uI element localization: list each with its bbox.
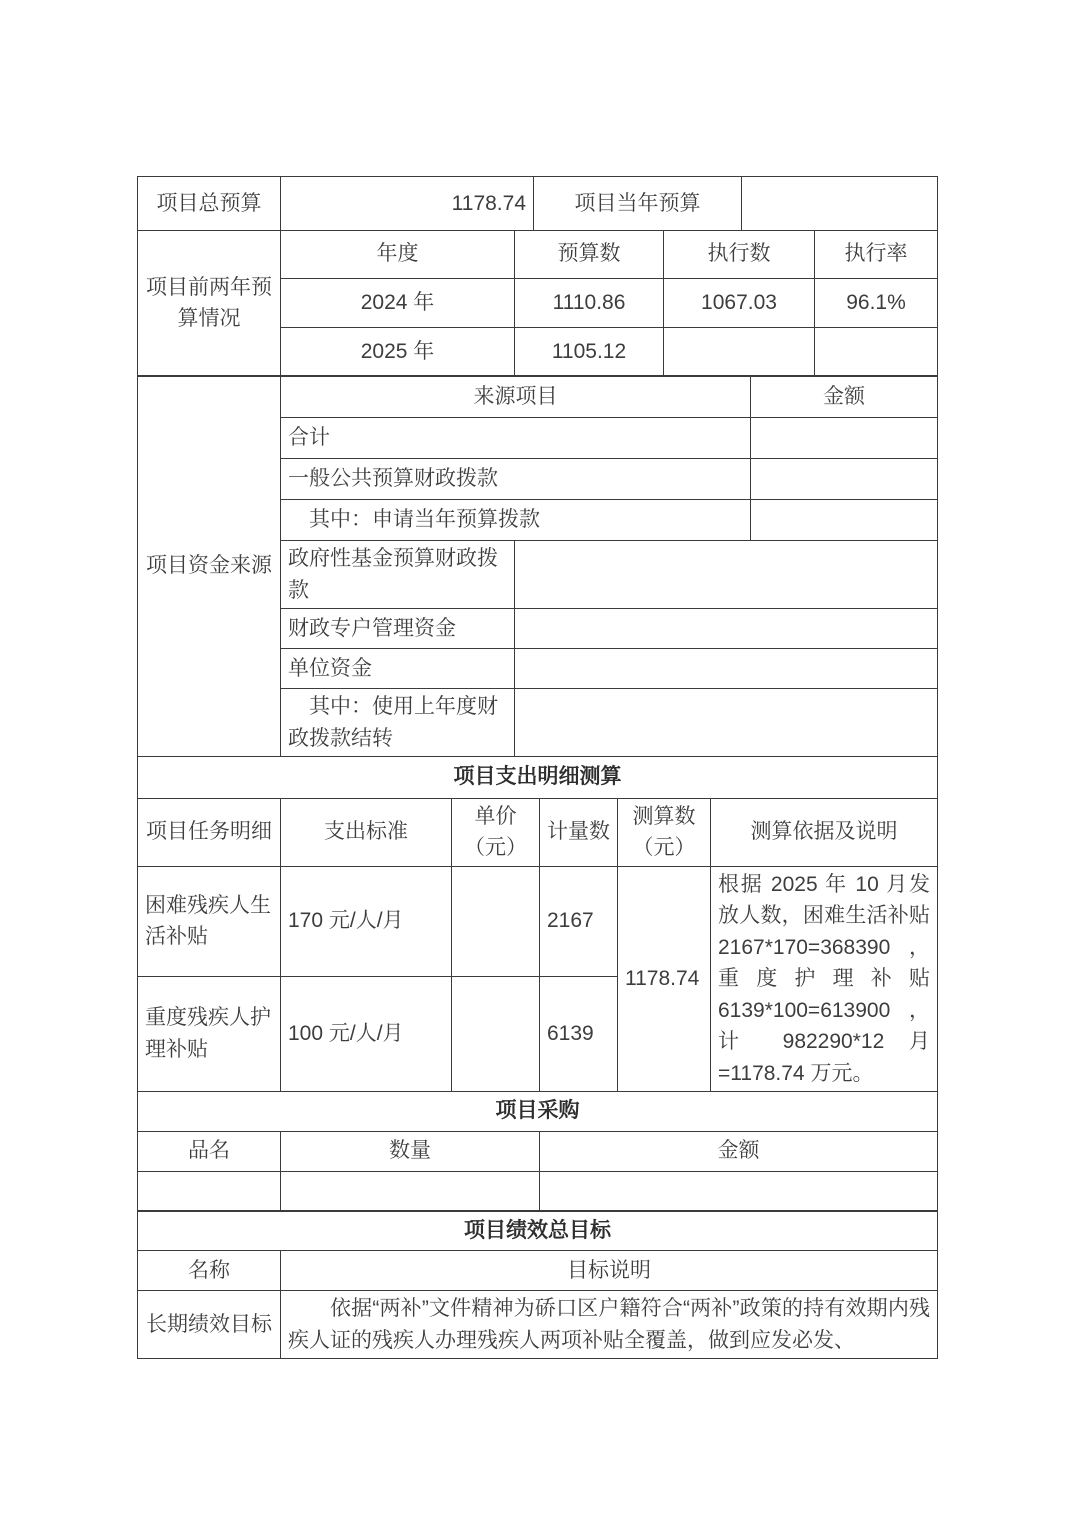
expenditure-table — [137, 756, 938, 1093]
standard-cell: 100 元/人/月 — [281, 976, 452, 1091]
funding-source-name: 政府性基金预算财政拨款 — [281, 541, 515, 609]
funding-table — [137, 375, 938, 757]
prior-years-table — [137, 230, 938, 377]
funding-source-name: 其中：使用上年度财政拨款结转 — [281, 689, 515, 757]
funding-amount-value — [515, 689, 938, 757]
col-header-task: 项目任务明细 — [138, 798, 281, 866]
col-header-year: 年度 — [281, 230, 515, 278]
standard-cell: 170 元/人/月 — [281, 866, 452, 976]
funding-amount-header: 金额 — [751, 376, 938, 418]
col-header-goal-desc: 目标说明 — [281, 1251, 938, 1291]
executed-cell — [664, 327, 815, 376]
funding-source-header: 来源项目 — [281, 376, 751, 418]
funding-amount-value — [751, 459, 938, 500]
funding-amount-value — [751, 418, 938, 459]
col-header-unit-price: 单价（元） — [452, 798, 540, 866]
col-header-calculated: 测算数（元） — [618, 798, 711, 866]
goal-desc-cell: 依据“两补”文件精神为硚口区户籍符合“两补”政策的持有效期内残疾人证的残疾人办理残疾人两项补贴全覆盖，做到应发必发、 — [281, 1291, 938, 1359]
total-budget-value: 1178.74 — [281, 177, 534, 231]
funding-section-label: 项目资金来源 — [138, 376, 281, 757]
table-row — [138, 1291, 938, 1359]
col-header-goal-name: 名称 — [138, 1251, 281, 1291]
current-year-budget-value — [742, 177, 938, 231]
total-budget-label: 项目总预算 — [138, 177, 281, 231]
task-cell: 重度残疾人护理补贴 — [138, 976, 281, 1091]
funding-amount-value — [515, 541, 938, 609]
goal-name-cell: 长期绩效目标 — [138, 1291, 281, 1359]
funding-source-name: 其中：申请当年预算拨款 — [281, 500, 751, 541]
rate-cell — [815, 327, 938, 376]
item-amount-cell — [540, 1171, 938, 1211]
task-cell: 困难残疾人生活补贴 — [138, 866, 281, 976]
procurement-section-title: 项目采购 — [138, 1091, 938, 1131]
item-quantity-cell — [281, 1171, 540, 1211]
current-year-budget-label: 项目当年预算 — [534, 177, 742, 231]
budget-cell: 1110.86 — [515, 278, 664, 327]
unit-price-cell — [452, 866, 540, 976]
year-cell: 2025 年 — [281, 327, 515, 376]
procurement-table — [137, 1091, 938, 1212]
funding-amount-value — [515, 609, 938, 649]
col-header-item-quantity: 数量 — [281, 1131, 540, 1171]
performance-section-title: 项目绩效总目标 — [138, 1211, 938, 1251]
budget-cell: 1105.12 — [515, 327, 664, 376]
col-header-rate: 执行率 — [815, 230, 938, 278]
col-header-budget: 预算数 — [515, 230, 664, 278]
col-header-item-amount: 金额 — [540, 1131, 938, 1171]
year-cell: 2024 年 — [281, 278, 515, 327]
funding-amount-value — [515, 649, 938, 689]
quantity-cell: 6139 — [540, 976, 618, 1091]
performance-table — [137, 1210, 938, 1359]
executed-cell: 1067.03 — [664, 278, 815, 327]
funding-source-name: 财政专户管理资金 — [281, 609, 515, 649]
unit-price-cell — [452, 976, 540, 1091]
rate-cell: 96.1% — [815, 278, 938, 327]
funding-source-name: 一般公共预算财政拨款 — [281, 459, 751, 500]
quantity-cell: 2167 — [540, 866, 618, 976]
col-header-basis: 测算依据及说明 — [711, 798, 938, 866]
item-name-cell — [138, 1171, 281, 1211]
funding-source-name: 合计 — [281, 418, 751, 459]
basis-cell: 根据 2025 年 10 月发放人数，困难生活补贴 2167*170=368390，重度护理补贴 6139*100=613900，计 982290*12 月=1178.74 万元。 — [711, 866, 938, 1092]
table-row — [138, 1171, 938, 1211]
col-header-executed: 执行数 — [664, 230, 815, 278]
summary-table — [137, 176, 938, 231]
prior-years-label: 项目前两年预算情况 — [138, 230, 281, 376]
expenditure-section-title: 项目支出明细测算 — [138, 756, 938, 798]
funding-amount-value — [751, 500, 938, 541]
project-budget-table — [137, 176, 937, 1359]
table-row — [138, 866, 938, 976]
funding-source-name: 单位资金 — [281, 649, 515, 689]
calculated-total-cell: 1178.74 — [618, 866, 711, 1092]
col-header-item-name: 品名 — [138, 1131, 281, 1171]
col-header-standard: 支出标准 — [281, 798, 452, 866]
col-header-quantity: 计量数 — [540, 798, 618, 866]
